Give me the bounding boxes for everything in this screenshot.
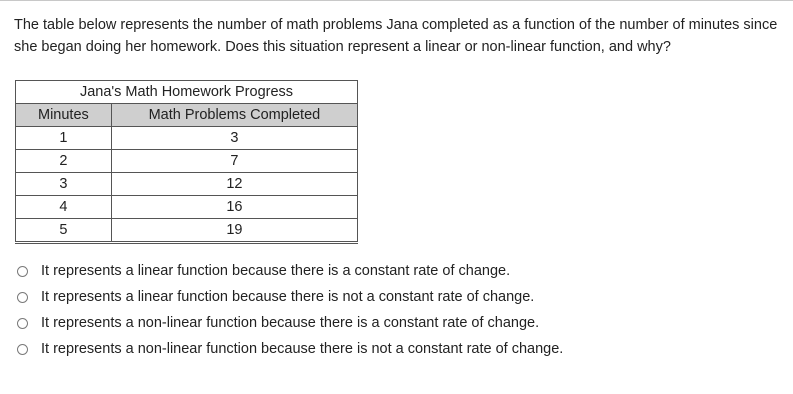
column-header-minutes: Minutes	[16, 104, 112, 127]
table-row	[16, 173, 358, 196]
top-divider	[0, 0, 793, 1]
table-row	[16, 127, 358, 150]
radio-button[interactable]	[17, 318, 28, 329]
answer-option-1[interactable]	[17, 258, 563, 284]
cell-problems: 16	[111, 196, 357, 219]
cell-minutes: 1	[16, 127, 112, 150]
answer-option-label[interactable]: It represents a non-linear function because there is a constant rate of change.	[41, 315, 540, 331]
cell-problems: 19	[111, 219, 357, 243]
table-caption-row	[16, 81, 358, 104]
answer-option-label[interactable]: It represents a linear function because there is a constant rate of change.	[41, 263, 511, 279]
column-header-problems: Math Problems Completed	[111, 104, 357, 127]
answer-option-4[interactable]	[17, 336, 563, 362]
cell-problems: 3	[111, 127, 357, 150]
answer-option-3[interactable]	[17, 310, 563, 336]
table-row	[16, 219, 358, 243]
table-header-row	[16, 104, 358, 127]
table-row	[16, 150, 358, 173]
radio-button[interactable]	[17, 266, 28, 277]
answer-option-label[interactable]: It represents a non-linear function because there is not a constant rate of change.	[41, 341, 564, 357]
radio-button[interactable]	[17, 292, 28, 303]
homework-progress-table	[15, 80, 358, 244]
cell-minutes: 2	[16, 150, 112, 173]
cell-problems: 7	[111, 150, 357, 173]
answer-option-2[interactable]	[17, 284, 563, 310]
cell-minutes: 5	[16, 219, 112, 243]
answer-option-label[interactable]: It represents a linear function because there is not a constant rate of change.	[41, 289, 535, 305]
table-row	[16, 196, 358, 219]
question-text: The table below represents the number of math problems Jana completed as a function of the number of minutes since she began doing her homework. Does this situation represent a linear or non-linear function, and why?	[14, 17, 778, 55]
cell-problems: 12	[111, 173, 357, 196]
radio-button[interactable]	[17, 344, 28, 355]
answer-options	[17, 258, 563, 362]
table-caption: Jana's Math Homework Progress	[16, 81, 358, 104]
cell-minutes: 3	[16, 173, 112, 196]
cell-minutes: 4	[16, 196, 112, 219]
